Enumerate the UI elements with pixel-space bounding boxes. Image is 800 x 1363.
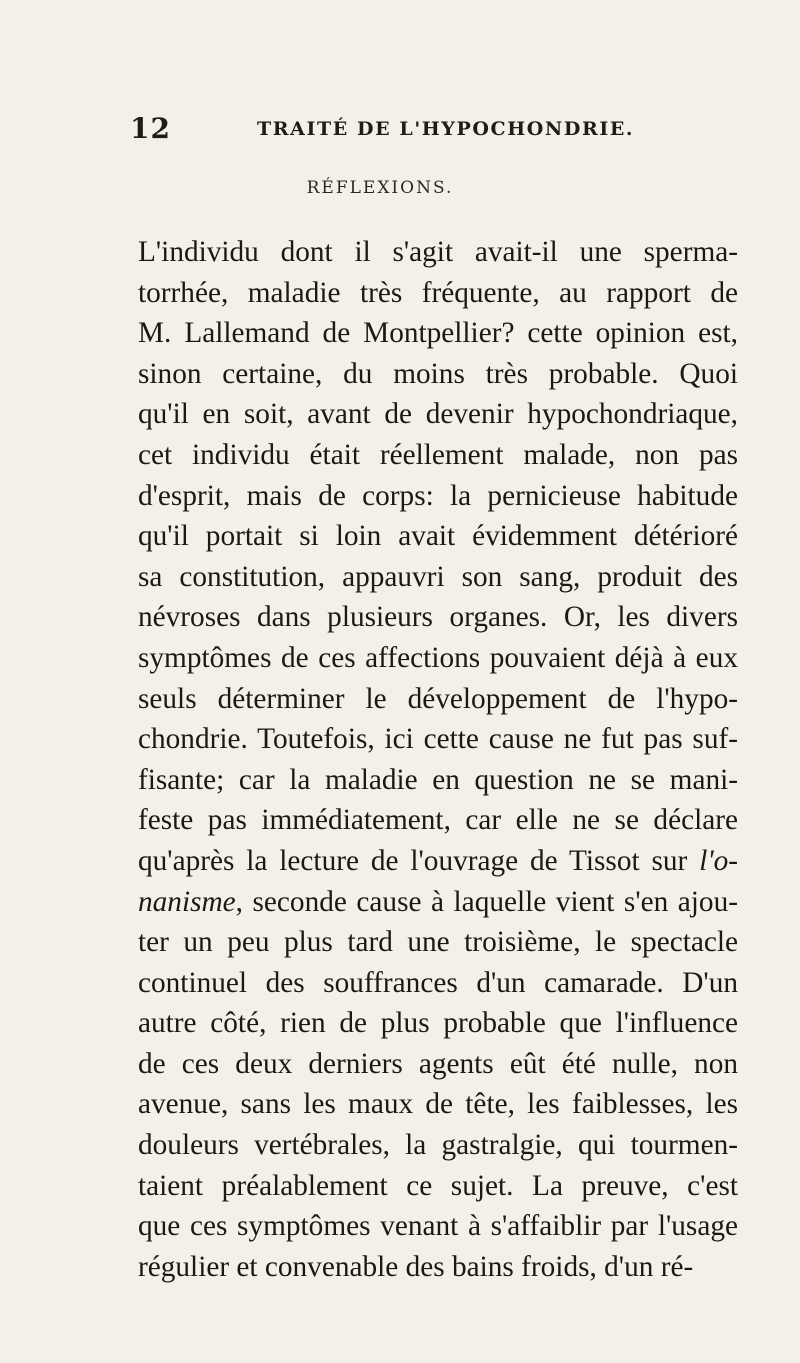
text-line: de ces deux derniers agents eût été nulle, non — [138, 1047, 738, 1080]
text-line: M. Lallemand de Montpellier? cette opinion est, — [138, 317, 738, 350]
text-line: d'esprit, mais de corps: la pernicieuse habitude — [138, 479, 738, 512]
page-number: 12 — [130, 112, 171, 145]
text-line: qu'il en soit, avant de devenir hypochondriaque, — [138, 398, 738, 431]
text-line: taient préalablement ce sujet. La preuve, c'est — [138, 1169, 738, 1202]
text-line: torrhée, maladie très fréquente, au rapport de — [138, 276, 738, 309]
text-line-italic-segment: nanisme — [138, 885, 236, 918]
text-line: autre côté, rien de plus probable que l'influence — [138, 1007, 738, 1040]
text-line-italic-segment: l'o- — [699, 844, 738, 877]
text-line: régulier et convenable des bains froids, d'un ré- — [138, 1250, 694, 1283]
text-line: sinon certaine, du moins très probable. Quoi — [138, 357, 738, 390]
text-line: ter un peu plus tard une troisième, le spectacle — [138, 926, 738, 959]
text-line: que ces symptômes venant à s'affaiblir par l'usage — [138, 1210, 738, 1243]
text-line: sa constitution, appauvri son sang, produit des — [138, 560, 738, 593]
text-line: névroses dans plusieurs organes. Or, les divers — [138, 601, 738, 634]
text-line: douleurs vertébrales, la gastralgie, qui tourmen- — [138, 1129, 738, 1162]
text-line: continuel des souffrances d'un camarade. D'un — [138, 966, 738, 999]
section-title: RÉFLEXIONS. — [306, 178, 454, 198]
text-line-segment: qu'après la lecture de l'ouvrage de Tissot sur — [138, 844, 700, 877]
text-line: seuls déterminer le développement de l'hypo- — [138, 682, 738, 715]
text-line-segment: , seconde cause à laquelle vient s'en ajou- — [235, 885, 738, 918]
text-line — [138, 882, 738, 923]
text-line: feste pas immédiatement, car elle ne se déclare — [138, 804, 738, 837]
page-header — [130, 112, 730, 152]
text-line: cet individu était réellement malade, non pas — [138, 438, 738, 471]
text-line: symptômes de ces affections pouvaient déjà à eux — [138, 641, 738, 674]
running-head: TRAITÉ DE L'HYPOCHONDRIE. — [257, 118, 635, 140]
text-line — [138, 841, 738, 882]
text-line: fisante; car la maladie en question ne se mani- — [138, 763, 738, 796]
text-line: avenue, sans les maux de tête, les faiblesses, les — [138, 1088, 738, 1121]
text-line: chondrie. Toutefois, ici cette cause ne fut pas suf- — [138, 723, 738, 756]
text-line: L'individu dont il s'agit avait-il une sperma- — [138, 236, 738, 268]
text-line: qu'il portait si loin avait évidemment détérioré — [138, 520, 738, 553]
body-paragraph — [138, 232, 738, 1287]
